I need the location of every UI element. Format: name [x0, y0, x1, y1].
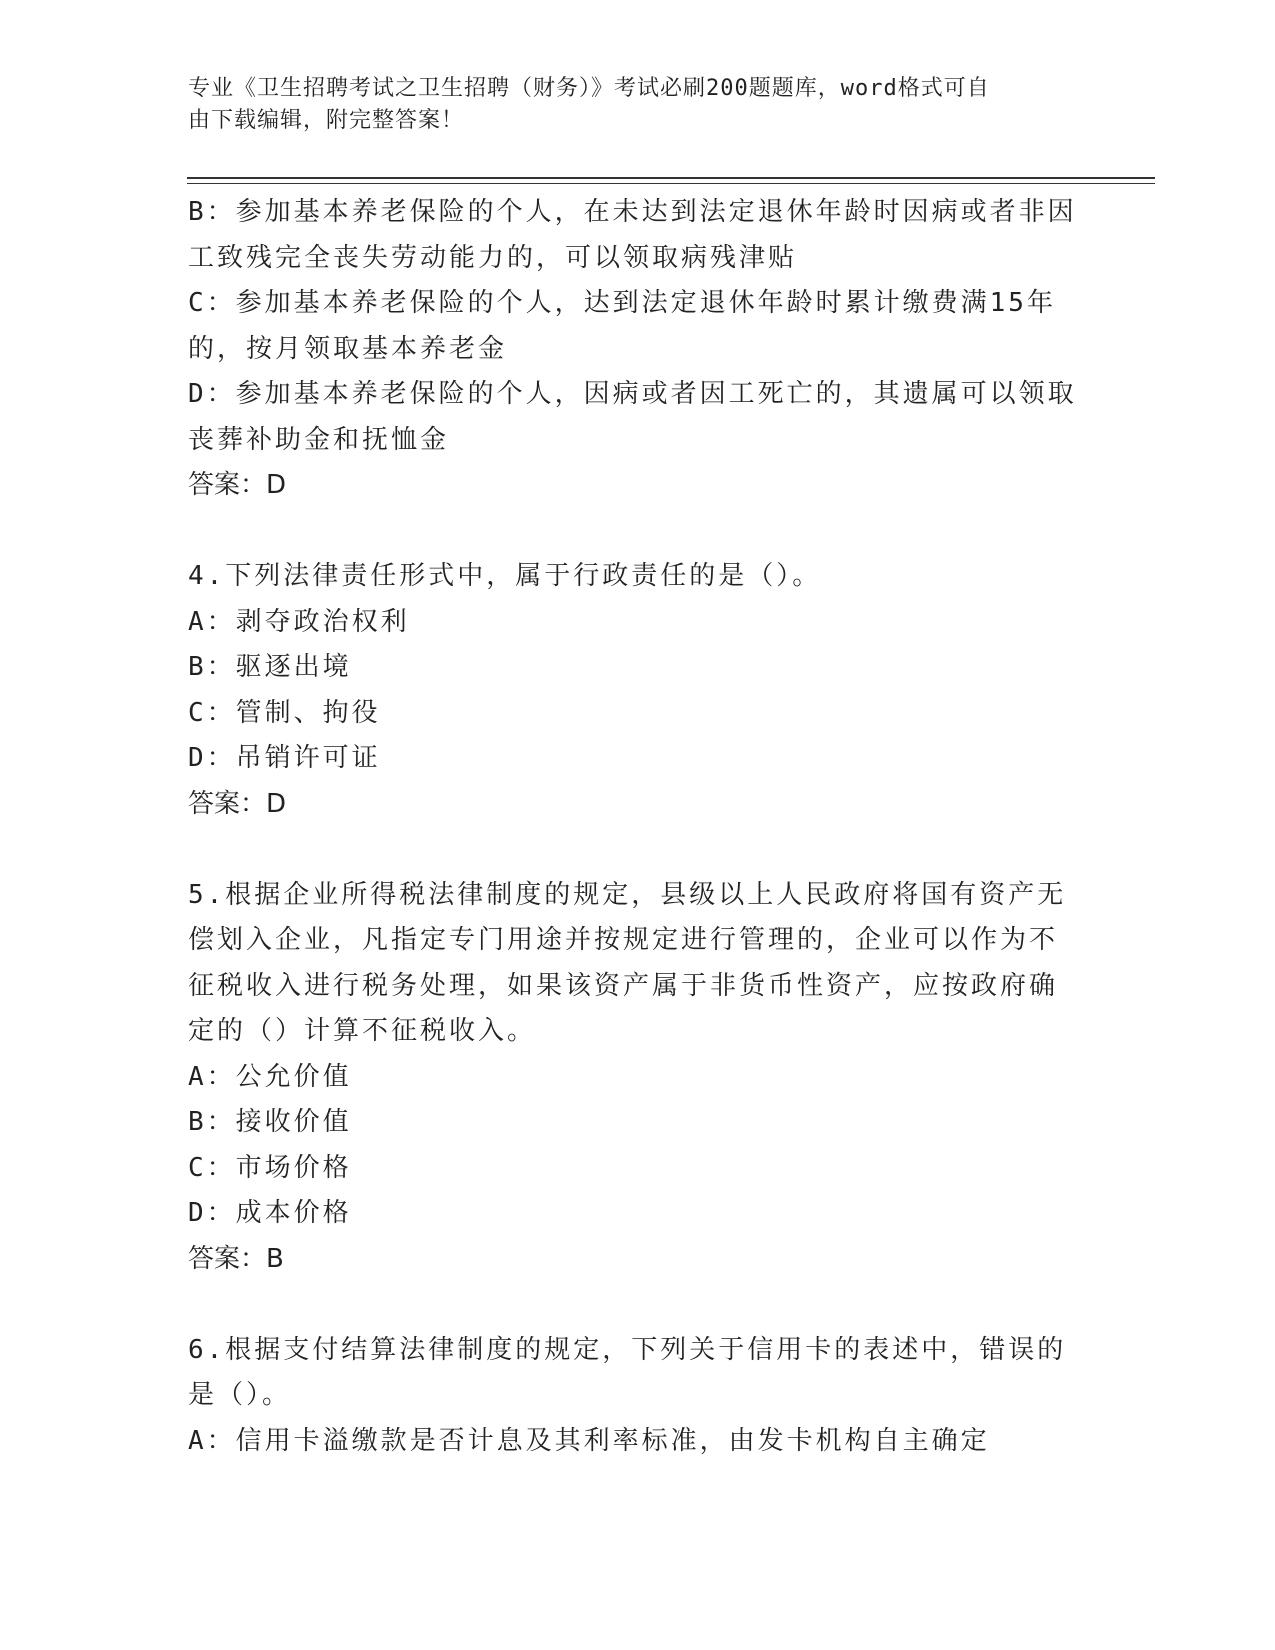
q5-option-c: C：市场价格	[188, 1152, 352, 1183]
question-5	[188, 873, 1088, 1283]
document-body	[188, 190, 1088, 1464]
q3-option-d-line-2: 丧葬补助金和抚恤金	[188, 424, 450, 455]
q4-option-d: D：吊销许可证	[188, 743, 381, 773]
q4-option-a: A：剥夺政治权利	[188, 606, 410, 637]
q3-option-d-line-1: D：参加基本养老保险的个人，因病或者因工死亡的，其遗属可以领取	[188, 379, 1077, 409]
q3-option-c-line-2: 的，按月领取基本养老金	[188, 333, 508, 364]
q3-option-b-line-1: B：参加基本养老保险的个人，在未达到法定退休年龄时因病或者非因	[188, 197, 1077, 227]
q5-stem-line-3: 征税收入进行税务处理，如果该资产属于非货币性资产，应按政府确	[188, 970, 1059, 1001]
q5-option-d: D：成本价格	[188, 1198, 352, 1228]
q4-answer: 答案：D	[188, 788, 287, 819]
q3-option-c-line-1: C：参加基本养老保险的个人，达到法定退休年龄时累计缴费满15年	[188, 288, 1056, 318]
q4-stem: 4.下列法律责任形式中，属于行政责任的是（）。	[188, 561, 822, 591]
q3-option-b-line-2: 工致残完全丧失劳动能力的，可以领取病残津贴	[188, 242, 798, 273]
spacer	[188, 509, 1088, 555]
q5-option-b: B：接收价值	[188, 1107, 352, 1137]
q4-option-b: B：驱逐出境	[188, 652, 352, 682]
q3-answer: 答案：D	[188, 470, 287, 500]
q6-option-a: A：信用卡溢缴款是否计息及其利率标准，由发卡机构自主确定	[188, 1425, 990, 1456]
q4-option-c: C：管制、拘役	[188, 697, 381, 728]
spacer	[188, 1282, 1088, 1328]
q5-answer: 答案：B	[188, 1243, 284, 1274]
question-6	[188, 1328, 1088, 1465]
question-4	[188, 554, 1088, 827]
q6-stem-line-2: 是（）。	[188, 1380, 292, 1410]
header-divider-thick	[187, 177, 1155, 179]
header-title-line-1: 专业《卫生招聘考试之卫生招聘（财务）》考试必刷200题题库，word格式可自	[188, 76, 990, 101]
q5-option-a: A：公允价值	[188, 1061, 352, 1092]
spacer	[188, 827, 1088, 873]
q5-stem-line-1: 5.根据企业所得税法律制度的规定，县级以上人民政府将国有资产无	[188, 879, 1067, 910]
question-3-continued	[188, 190, 1088, 509]
document-header	[188, 73, 1068, 137]
header-divider-thin	[187, 183, 1155, 184]
q5-stem-line-4: 定的（）计算不征税收入。	[188, 1016, 537, 1046]
header-title-line-2: 由下载编辑，附完整答案！	[188, 108, 465, 133]
q5-stem-line-2: 偿划入企业，凡指定专门用途并按规定进行管理的，企业可以作为不	[188, 925, 1059, 955]
q6-stem-line-1: 6.根据支付结算法律制度的规定，下列关于信用卡的表述中，错误的	[188, 1334, 1067, 1365]
